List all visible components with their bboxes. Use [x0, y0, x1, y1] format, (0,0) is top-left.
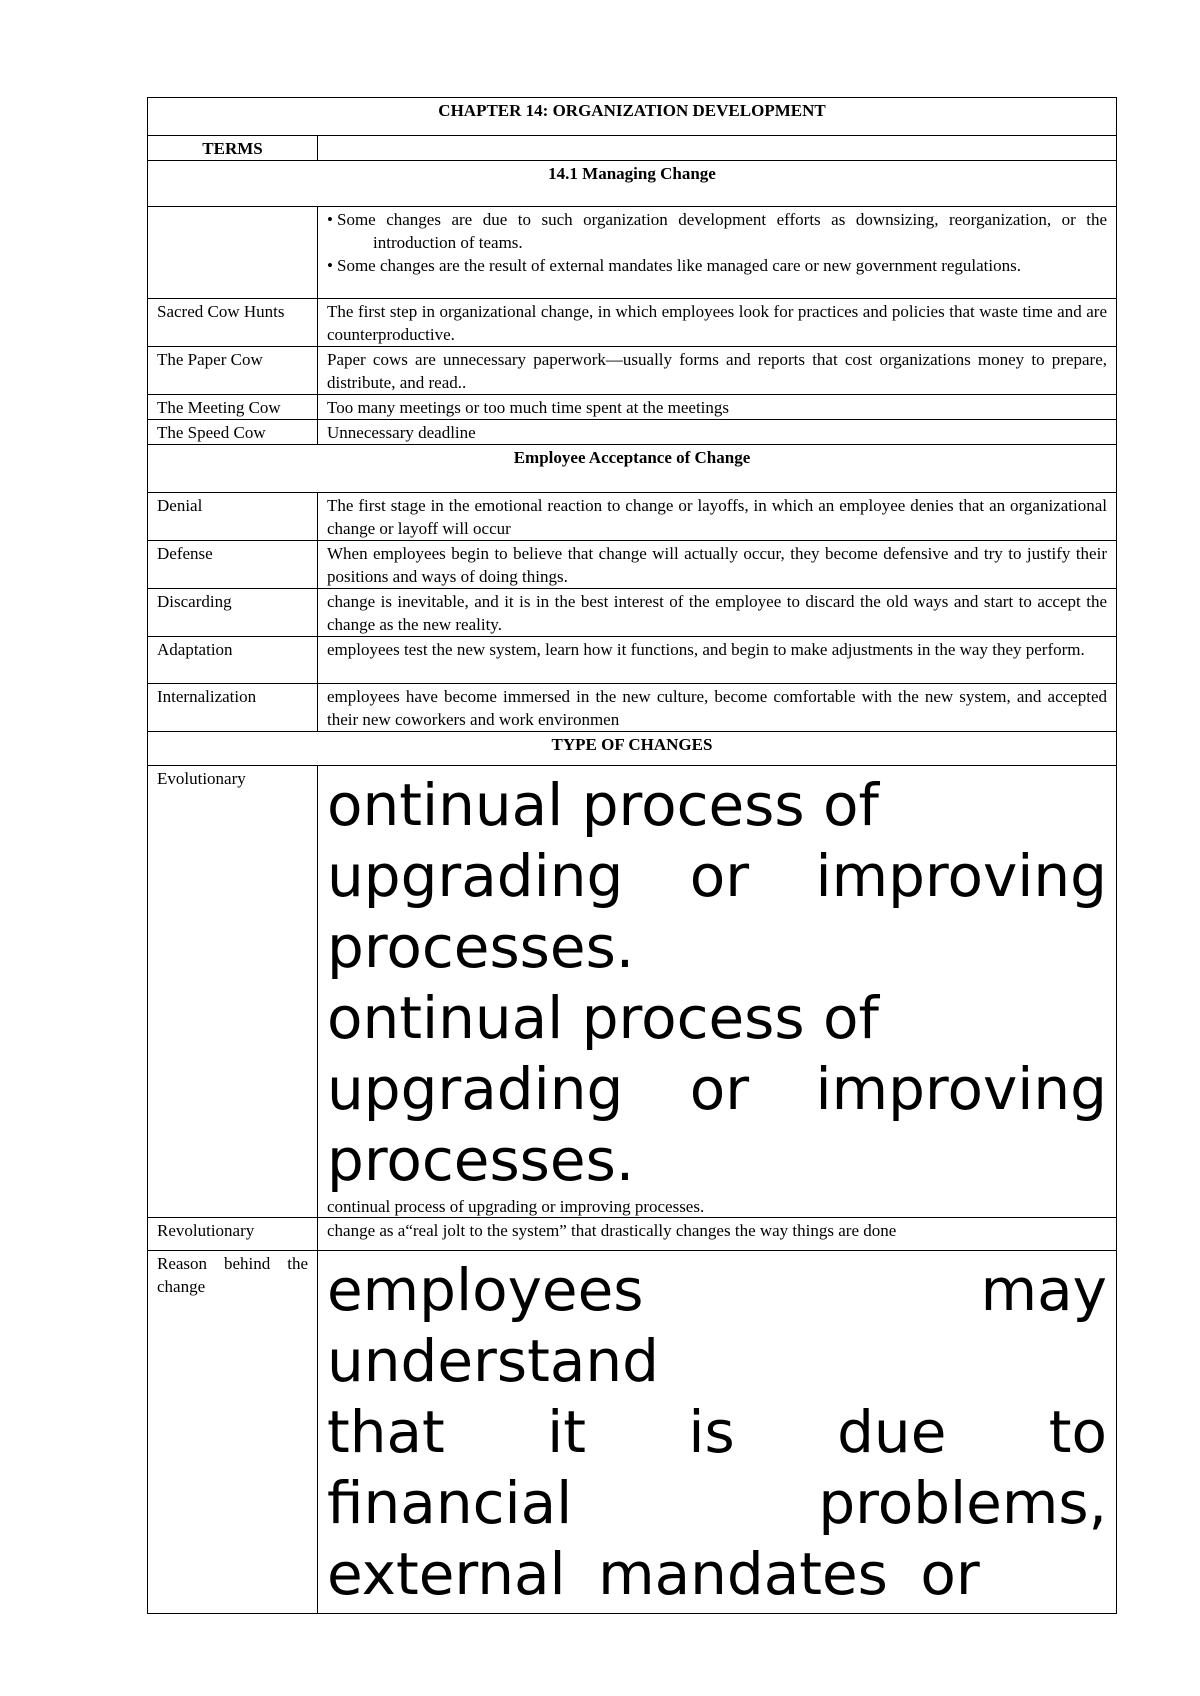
reason-definition-cell: [318, 1251, 1117, 1614]
table-row: [148, 420, 1117, 445]
large-text-line: understand: [327, 1327, 659, 1395]
title-row: [148, 98, 1117, 136]
managing-bullet-list: [327, 208, 1107, 277]
bullet-icon: •: [327, 210, 333, 229]
managing-bullets-cell: [318, 207, 1117, 299]
evolutionary-definition-cell: [318, 766, 1117, 1218]
managing-bullets-row: [148, 207, 1117, 299]
table-row: [148, 541, 1117, 589]
definition-cell: change as a“real jolt to the system” that drastically changes the way things are done: [318, 1218, 1117, 1251]
table-row: [148, 1218, 1117, 1251]
large-text-line: processes.: [327, 913, 635, 981]
table-row: [148, 347, 1117, 395]
reason-row: [148, 1251, 1117, 1614]
definition-cell: Unnecessary deadline: [318, 420, 1117, 445]
term-cell: The Meeting Cow: [148, 395, 318, 420]
table-row: [148, 299, 1117, 347]
term-cell: Defense: [148, 541, 318, 589]
large-text-line: ontinual process of: [327, 771, 879, 839]
evolutionary-small-text: continual process of upgrading or improving processes.: [327, 1197, 705, 1216]
definition-cell: Too many meetings or too much time spent at the meetings: [318, 395, 1117, 420]
bullet-text: Some changes are due to such organization development efforts as downsizing, reorganization, or the introduction of teams.: [337, 210, 1107, 252]
section-heading-type-of-changes: TYPE OF CHANGES: [148, 732, 1117, 766]
table-row: [148, 493, 1117, 541]
term-cell: The Speed Cow: [148, 420, 318, 445]
section-row-managing: [148, 161, 1117, 207]
definition-cell: The first step in organizational change, in which employees look for practices and policies that waste time and are counterproductive.: [318, 299, 1117, 347]
chapter-table: [147, 97, 1117, 1614]
table-row: [148, 395, 1117, 420]
definition-cell: Paper cows are unnecessary paperwork—usually forms and reports that cost organizations money to prepare, distribute, and read..: [318, 347, 1117, 395]
large-text-line: financial problems,: [327, 1469, 1107, 1537]
term-cell: Evolutionary: [148, 766, 318, 1218]
large-text-line: ontinual process of: [327, 984, 879, 1052]
evolutionary-row: [148, 766, 1117, 1218]
terms-header: TERMS: [148, 136, 318, 161]
section-row-types: [148, 732, 1117, 766]
bullet-icon: •: [327, 256, 333, 275]
table-row: [148, 589, 1117, 637]
section-row-acceptance: [148, 445, 1117, 493]
section-heading-managing-change: 14.1 Managing Change: [148, 161, 1117, 207]
large-text-line: upgrading or improving: [327, 842, 1107, 910]
large-text-line: employees may: [327, 1256, 1107, 1324]
definition-cell: change is inevitable, and it is in the best interest of the employee to discard the old ways and start to accept the change as the new reality.: [318, 589, 1117, 637]
term-cell: Internalization: [148, 684, 318, 732]
large-text-line: processes.: [327, 1126, 635, 1194]
term-cell: Sacred Cow Hunts: [148, 299, 318, 347]
section-heading-employee-acceptance: Employee Acceptance of Change: [148, 445, 1117, 493]
term-cell: Discarding: [148, 589, 318, 637]
term-cell: Adaptation: [148, 637, 318, 684]
definition-cell: When employees begin to believe that change will actually occur, they become defensive and try to justify their positions and ways of doing things.: [318, 541, 1117, 589]
list-item: [327, 208, 1107, 254]
term-cell: Revolutionary: [148, 1218, 318, 1251]
term-cell: The Paper Cow: [148, 347, 318, 395]
header-row: [148, 136, 1117, 161]
table-row: [148, 637, 1117, 684]
definition-cell: employees have become immersed in the new culture, become comfortable with the new system, and accepted their new coworkers and work environmen: [318, 684, 1117, 732]
bullets-empty-cell: [148, 207, 318, 299]
definition-cell: The first stage in the emotional reaction to change or layoffs, in which an employee denies that an organizational change or layoff will occur: [318, 493, 1117, 541]
term-cell: Reason behind the change: [148, 1251, 318, 1614]
bullet-text: Some changes are the result of external mandates like managed care or new government regulations.: [337, 256, 1021, 275]
header-empty-cell: [318, 136, 1117, 161]
definition-cell: employees test the new system, learn how it functions, and begin to make adjustments in the way they perform.: [318, 637, 1117, 684]
list-item: [327, 254, 1107, 277]
table-row: [148, 684, 1117, 732]
chapter-title: CHAPTER 14: ORGANIZATION DEVELOPMENT: [148, 98, 1117, 136]
large-text-line: external mandates or: [327, 1540, 980, 1608]
term-cell: Denial: [148, 493, 318, 541]
large-text-line: upgrading or improving: [327, 1055, 1107, 1123]
large-text-line: that it is due to: [327, 1398, 1107, 1466]
